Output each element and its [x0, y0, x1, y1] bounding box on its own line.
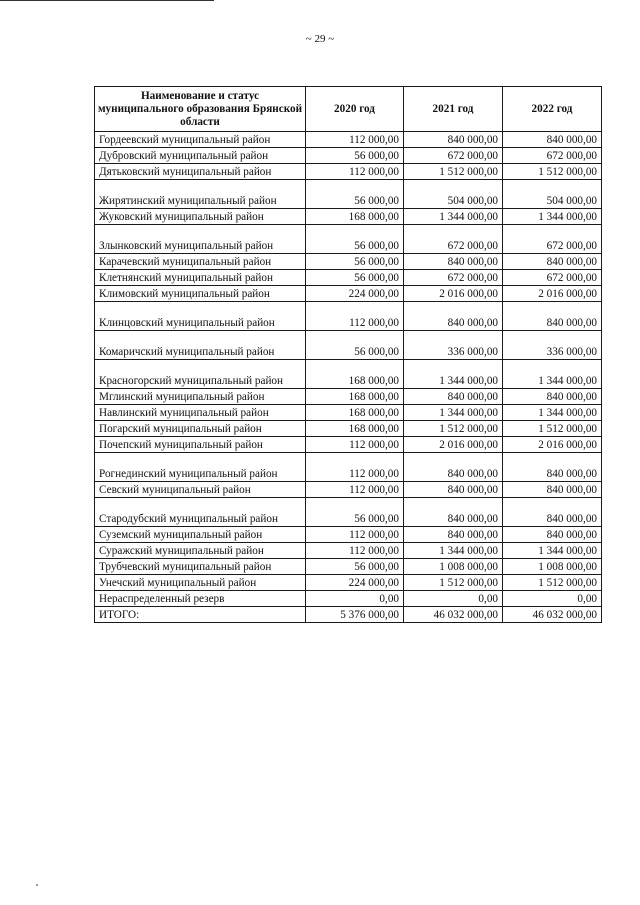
- row-2022-cell: 336 000,00: [503, 331, 602, 360]
- row-2021-cell: 840 000,00: [404, 254, 503, 270]
- total-2022: 46 032 000,00: [503, 607, 602, 623]
- row-2022-cell: 1 344 000,00: [503, 405, 602, 421]
- row-name-cell: Злынковский муниципальный район: [95, 225, 306, 254]
- table-row: [95, 575, 602, 591]
- table-row: [95, 132, 602, 148]
- row-2022-cell: 504 000,00: [503, 180, 602, 209]
- row-name-cell: Нераспределенный резерв: [95, 591, 306, 607]
- row-2020-cell: 112 000,00: [306, 453, 404, 482]
- total-row: [95, 607, 602, 623]
- row-2021-cell: 2 016 000,00: [404, 437, 503, 453]
- row-2020-cell: 56 000,00: [306, 331, 404, 360]
- row-2020-cell: 168 000,00: [306, 405, 404, 421]
- table-row: [95, 286, 602, 302]
- row-2022-cell: 840 000,00: [503, 132, 602, 148]
- table-header: [95, 87, 602, 132]
- row-2021-cell: 840 000,00: [404, 132, 503, 148]
- row-2021-cell: 840 000,00: [404, 498, 503, 527]
- table-row: [95, 389, 602, 405]
- row-2022-cell: 672 000,00: [503, 270, 602, 286]
- row-2020-cell: 112 000,00: [306, 302, 404, 331]
- table-row: [95, 559, 602, 575]
- total-2020: 5 376 000,00: [306, 607, 404, 623]
- row-name-cell: Дубровский муниципальный район: [95, 148, 306, 164]
- table-row: [95, 527, 602, 543]
- table-row: [95, 591, 602, 607]
- row-2022-cell: 672 000,00: [503, 148, 602, 164]
- row-2021-cell: 1 344 000,00: [404, 209, 503, 225]
- row-2021-cell: 504 000,00: [404, 180, 503, 209]
- row-2021-cell: 1 344 000,00: [404, 360, 503, 389]
- header-2022: 2022 год: [503, 87, 602, 132]
- row-name-cell: Трубчевский муниципальный район: [95, 559, 306, 575]
- table-row: [95, 453, 602, 482]
- row-2020-cell: 56 000,00: [306, 559, 404, 575]
- total-2021: 46 032 000,00: [404, 607, 503, 623]
- row-name-cell: Красногорский муниципальный район: [95, 360, 306, 389]
- header-row: [95, 87, 602, 132]
- row-2021-cell: 0,00: [404, 591, 503, 607]
- row-name-cell: Гордеевский муниципальный район: [95, 132, 306, 148]
- row-name-cell: Рогнединский муниципальный район: [95, 453, 306, 482]
- row-name-cell: Суземский муниципальный район: [95, 527, 306, 543]
- table-row: [95, 360, 602, 389]
- row-2022-cell: 840 000,00: [503, 453, 602, 482]
- row-2021-cell: 1 512 000,00: [404, 164, 503, 180]
- row-name-cell: Унечский муниципальный район: [95, 575, 306, 591]
- row-2020-cell: 168 000,00: [306, 421, 404, 437]
- row-2020-cell: 56 000,00: [306, 148, 404, 164]
- row-2021-cell: 2 016 000,00: [404, 286, 503, 302]
- row-2022-cell: 0,00: [503, 591, 602, 607]
- row-2022-cell: 840 000,00: [503, 302, 602, 331]
- row-2020-cell: 168 000,00: [306, 209, 404, 225]
- row-name-cell: Комаричский муниципальный район: [95, 331, 306, 360]
- row-2020-cell: 56 000,00: [306, 270, 404, 286]
- row-2022-cell: 1 344 000,00: [503, 543, 602, 559]
- table-row: [95, 405, 602, 421]
- row-2020-cell: 56 000,00: [306, 180, 404, 209]
- table-row: [95, 543, 602, 559]
- row-name-cell: Климовский муниципальный район: [95, 286, 306, 302]
- row-2022-cell: 1 344 000,00: [503, 209, 602, 225]
- total-label: ИТОГО:: [95, 607, 306, 623]
- table-row: [95, 437, 602, 453]
- table-row: [95, 331, 602, 360]
- table-body: [95, 132, 602, 607]
- row-2020-cell: 168 000,00: [306, 389, 404, 405]
- budget-table: [94, 86, 602, 623]
- row-2021-cell: 1 344 000,00: [404, 405, 503, 421]
- row-2020-cell: 56 000,00: [306, 498, 404, 527]
- row-2022-cell: 840 000,00: [503, 482, 602, 498]
- row-name-cell: Севский муниципальный район: [95, 482, 306, 498]
- row-name-cell: Клинцовский муниципальный район: [95, 302, 306, 331]
- row-2022-cell: 1 008 000,00: [503, 559, 602, 575]
- table-row: [95, 148, 602, 164]
- row-2021-cell: 1 008 000,00: [404, 559, 503, 575]
- row-2020-cell: 112 000,00: [306, 164, 404, 180]
- row-name-cell: Клетнянский муниципальный район: [95, 270, 306, 286]
- row-2021-cell: 1 344 000,00: [404, 543, 503, 559]
- row-name-cell: Дятьковский муниципальный район: [95, 164, 306, 180]
- row-2022-cell: 840 000,00: [503, 389, 602, 405]
- row-name-cell: Стародубский муниципальный район: [95, 498, 306, 527]
- row-2022-cell: 2 016 000,00: [503, 437, 602, 453]
- page-number: ~ 29 ~: [305, 33, 335, 45]
- table-row: [95, 302, 602, 331]
- row-2022-cell: 1 512 000,00: [503, 421, 602, 437]
- table-row: [95, 498, 602, 527]
- row-2022-cell: 840 000,00: [503, 527, 602, 543]
- header-2021: 2021 год: [404, 87, 503, 132]
- row-2021-cell: 840 000,00: [404, 527, 503, 543]
- row-2021-cell: 672 000,00: [404, 270, 503, 286]
- table-row: [95, 209, 602, 225]
- row-2020-cell: 168 000,00: [306, 360, 404, 389]
- table-row: [95, 225, 602, 254]
- table-footer: [95, 607, 602, 623]
- row-2022-cell: 1 512 000,00: [503, 575, 602, 591]
- header-name: Наименование и статус муниципального образования Брянской области: [95, 87, 306, 132]
- row-name-cell: Карачевский муниципальный район: [95, 254, 306, 270]
- row-2021-cell: 840 000,00: [404, 389, 503, 405]
- table-row: [95, 270, 602, 286]
- row-2020-cell: 112 000,00: [306, 543, 404, 559]
- row-name-cell: Суражский муниципальный район: [95, 543, 306, 559]
- row-2021-cell: 1 512 000,00: [404, 575, 503, 591]
- row-2020-cell: 224 000,00: [306, 575, 404, 591]
- scan-speck: [36, 884, 38, 886]
- row-2022-cell: 1 512 000,00: [503, 164, 602, 180]
- row-2020-cell: 112 000,00: [306, 482, 404, 498]
- row-2020-cell: 56 000,00: [306, 225, 404, 254]
- row-name-cell: Мглинский муниципальный район: [95, 389, 306, 405]
- row-2022-cell: 2 016 000,00: [503, 286, 602, 302]
- top-rule: [0, 0, 214, 1]
- row-2021-cell: 840 000,00: [404, 302, 503, 331]
- table-row: [95, 421, 602, 437]
- table-row: [95, 180, 602, 209]
- row-2021-cell: 840 000,00: [404, 482, 503, 498]
- row-2020-cell: 224 000,00: [306, 286, 404, 302]
- row-2022-cell: 1 344 000,00: [503, 360, 602, 389]
- row-name-cell: Жирятинский муниципальный район: [95, 180, 306, 209]
- header-2020: 2020 год: [306, 87, 404, 132]
- row-name-cell: Почепский муниципальный район: [95, 437, 306, 453]
- row-2022-cell: 840 000,00: [503, 254, 602, 270]
- row-2020-cell: 112 000,00: [306, 132, 404, 148]
- row-2020-cell: 112 000,00: [306, 437, 404, 453]
- table-row: [95, 164, 602, 180]
- row-2021-cell: 672 000,00: [404, 148, 503, 164]
- table-row: [95, 254, 602, 270]
- row-2022-cell: 840 000,00: [503, 498, 602, 527]
- row-2021-cell: 672 000,00: [404, 225, 503, 254]
- table-row: [95, 482, 602, 498]
- row-2021-cell: 336 000,00: [404, 331, 503, 360]
- row-2020-cell: 0,00: [306, 591, 404, 607]
- row-name-cell: Навлинский муниципальный район: [95, 405, 306, 421]
- row-name-cell: Погарский муниципальный район: [95, 421, 306, 437]
- row-2021-cell: 840 000,00: [404, 453, 503, 482]
- row-2021-cell: 1 512 000,00: [404, 421, 503, 437]
- row-2022-cell: 672 000,00: [503, 225, 602, 254]
- row-2020-cell: 56 000,00: [306, 254, 404, 270]
- row-2020-cell: 112 000,00: [306, 527, 404, 543]
- row-name-cell: Жуковский муниципальный район: [95, 209, 306, 225]
